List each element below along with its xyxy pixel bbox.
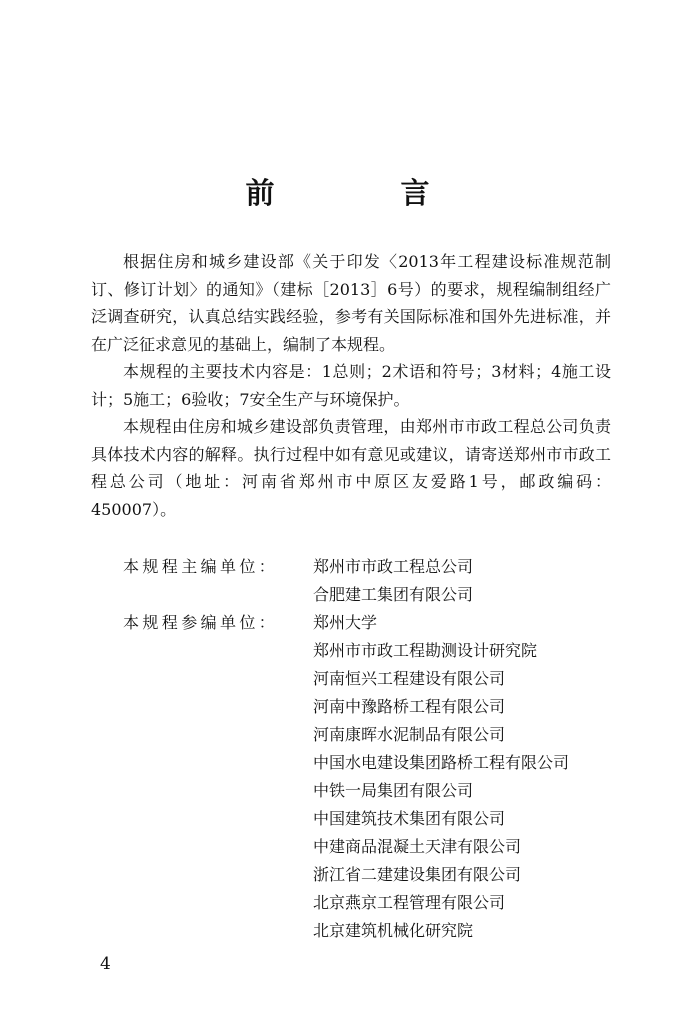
participating-unit-item: 中国建筑技术集团有限公司: [313, 809, 506, 828]
participating-units-block: [91, 609, 631, 945]
participating-units-list: [313, 609, 631, 945]
participating-unit-item: 郑州大学: [313, 613, 378, 632]
participating-unit-item: 北京燕京工程管理有限公司: [313, 893, 506, 912]
participating-unit-item: 中铁一局集团有限公司: [313, 781, 474, 800]
participating-unit-item: 河南恒兴工程建设有限公司: [313, 669, 506, 688]
participating-unit-item: 河南康晖水泥制品有限公司: [313, 725, 506, 744]
participating-unit-item: 北京建筑机械化研究院: [313, 921, 474, 940]
page-number: 4: [100, 954, 111, 974]
chief-unit-item: 郑州市市政工程总公司: [313, 557, 474, 576]
page-title: 前 言: [245, 176, 488, 210]
participating-units-section: [91, 609, 631, 945]
preface-body: [91, 248, 611, 523]
preface-paragraph-1: 根据住房和城乡建设部《关于印发〈2013年工程建设标准规范制订、修订计划〉的通知》（建标［2013］6号）的要求，规程编制组经广泛调查研究，认真总结实践经验，参考有关国际标准和国外先进标准，并在广泛征求意见的基础上，编制了本规程。: [91, 252, 611, 354]
participating-unit-item: 郑州市市政工程勘测设计研究院: [313, 641, 538, 660]
participating-unit-item: 中建商品混凝土天津有限公司: [313, 837, 522, 856]
chief-units-section: [91, 553, 631, 609]
preface-paragraph-3: 本规程由住房和城乡建设部负责管理，由郑州市市政工程总公司负责具体技术内容的解释。执行过程中如有意见或建议，请寄送郑州市市政工程总公司（地址：河南省郑州市中原区友爱路1号，邮政编码：450007）。: [91, 417, 611, 519]
chief-unit-item: 合肥建工集团有限公司: [313, 585, 474, 604]
participating-unit-item: 浙江省二建建设集团有限公司: [313, 865, 522, 884]
chief-units-list: [313, 553, 631, 609]
chief-units-label: 本规程主编单位：: [123, 557, 279, 576]
participating-units-label: 本规程参编单位：: [123, 613, 279, 632]
chief-units-block: [91, 553, 631, 609]
participating-unit-item: 中国水电建设集团路桥工程有限公司: [313, 753, 570, 772]
preface-paragraph-2: 本规程的主要技术内容是：1总则；2术语和符号；3材料；4施工设计；5施工；6验收；7安全生产与环境保护。: [91, 362, 611, 409]
participating-unit-item: 河南中豫路桥工程有限公司: [313, 697, 506, 716]
